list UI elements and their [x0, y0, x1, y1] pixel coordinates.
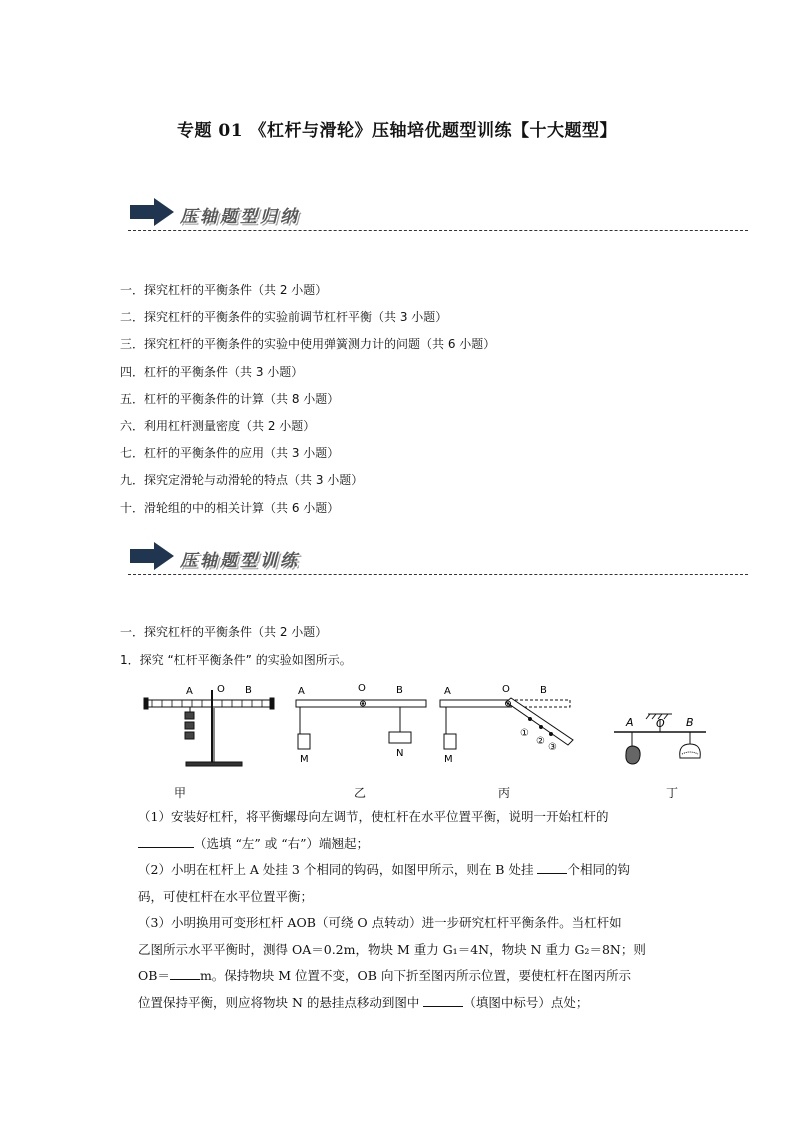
figure-caption-bing: 丙	[498, 786, 511, 800]
section-header-training	[128, 540, 748, 580]
label-A: A	[298, 686, 305, 697]
answer-blank[interactable]	[537, 859, 567, 874]
toc-item: 五．杠杆的平衡条件的计算（共 8 小题）	[120, 391, 340, 406]
paragraph-line	[138, 857, 683, 884]
section-heading: 压轴题型归纳	[180, 207, 300, 227]
label-M: M	[300, 754, 309, 765]
text: 码，可使杠杆在水平位置平衡；	[138, 888, 314, 904]
paragraph-line	[138, 804, 683, 831]
paragraph-line	[138, 990, 683, 1017]
answer-blank[interactable]	[423, 992, 463, 1007]
question-type-list	[120, 277, 495, 522]
lever-figure	[0, 678, 794, 798]
text: （3）小明换用可变形杠杆 AOB（可绕 O 点转动）进一步研究杠杆平衡条件。当杠杆如	[138, 915, 622, 930]
paragraph-line	[138, 884, 683, 911]
label-B: B	[245, 685, 252, 696]
label-O: O	[217, 684, 225, 695]
arrow-icon	[128, 196, 176, 228]
label-A: A	[626, 716, 634, 729]
answer-blank[interactable]	[170, 965, 200, 980]
text: 个相同的钩	[567, 862, 630, 877]
answer-blank[interactable]	[138, 833, 194, 848]
text: （填图中标号）点处；	[463, 994, 589, 1010]
paragraph-line	[138, 831, 683, 858]
paragraph-line	[138, 910, 683, 937]
text: （选填 “左” 或 “右”）端翘起；	[194, 835, 369, 851]
document-title: 专题 01 《杠杆与滑轮》压轴培优题型训练【十大题型】	[177, 121, 617, 141]
toc-item: 十．滑轮组的中的相关计算（共 6 小题）	[120, 500, 340, 515]
question-stem: 1．探究 “杠杆平衡条件” 的实验如图所示。	[120, 653, 352, 667]
label-O: O	[656, 717, 665, 730]
label-A: A	[444, 686, 451, 697]
label-B: B	[686, 716, 694, 729]
mark-3: ③	[548, 742, 557, 753]
label-B: B	[396, 685, 403, 696]
figure-jia	[144, 690, 274, 766]
arrow-icon	[128, 540, 176, 572]
text: m。保持物块 M 位置不变，OB 向下折至图丙所示位置，要使杠杆在图丙所示	[199, 968, 631, 983]
toc-item: 九．探究定滑轮与动滑轮的特点（共 3 小题）	[120, 473, 364, 488]
dashed-divider	[128, 230, 748, 231]
label-O: O	[502, 684, 510, 695]
toc-item: 二．探究杠杆的平衡条件的实验前调节杠杆平衡（共 3 小题）	[120, 310, 448, 325]
toc-item: 七．杠杆的平衡条件的应用（共 3 小题）	[120, 446, 340, 461]
section-heading: 压轴题型训练	[180, 551, 300, 571]
toc-item: 四．杠杆的平衡条件（共 3 小题）	[120, 364, 304, 379]
section-header-summary	[128, 196, 748, 236]
text: 乙图所示水平平衡时，测得 OA＝0.2m，物块 M 重力 G₁＝4N，物块 N 重力 G₂＝8N；则	[138, 941, 646, 957]
toc-item: 三．探究杠杆的平衡条件的实验中使用弹簧测力计的问题（共 6 小题）	[120, 337, 496, 352]
paragraph-line	[138, 937, 683, 964]
label-B: B	[540, 685, 547, 696]
label-N: N	[396, 748, 404, 759]
figure-caption-yi: 乙	[354, 786, 367, 800]
figure-caption-jia: 甲	[174, 786, 187, 800]
mark-1: ①	[520, 728, 529, 739]
label-M: M	[444, 754, 453, 765]
question-body	[138, 804, 683, 1016]
mark-2: ②	[536, 736, 545, 747]
figure-yi	[296, 700, 426, 749]
toc-item: 一．探究杠杆的平衡条件（共 2 小题）	[120, 283, 328, 297]
text: OB＝	[138, 968, 170, 983]
label-A: A	[186, 686, 193, 697]
subsection-title: 一．探究杠杆的平衡条件（共 2 小题）	[120, 625, 328, 639]
text: （1）安装好杠杆，将平衡螺母向左调节，使杠杆在水平位置平衡，说明一开始杠杆的	[138, 809, 609, 824]
label-O: O	[358, 683, 366, 694]
figure-caption-ding: 丁	[666, 786, 679, 800]
dashed-divider	[128, 574, 748, 575]
paragraph-line	[138, 963, 683, 990]
toc-item: 六．利用杠杆测量密度（共 2 小题）	[120, 418, 316, 433]
text: （2）小明在杠杆上 A 处挂 3 个相同的钩码，如图甲所示，则在 B 处挂	[138, 862, 534, 877]
text: 位置保持平衡，则应将物块 N 的悬挂点移动到图中	[138, 994, 420, 1010]
